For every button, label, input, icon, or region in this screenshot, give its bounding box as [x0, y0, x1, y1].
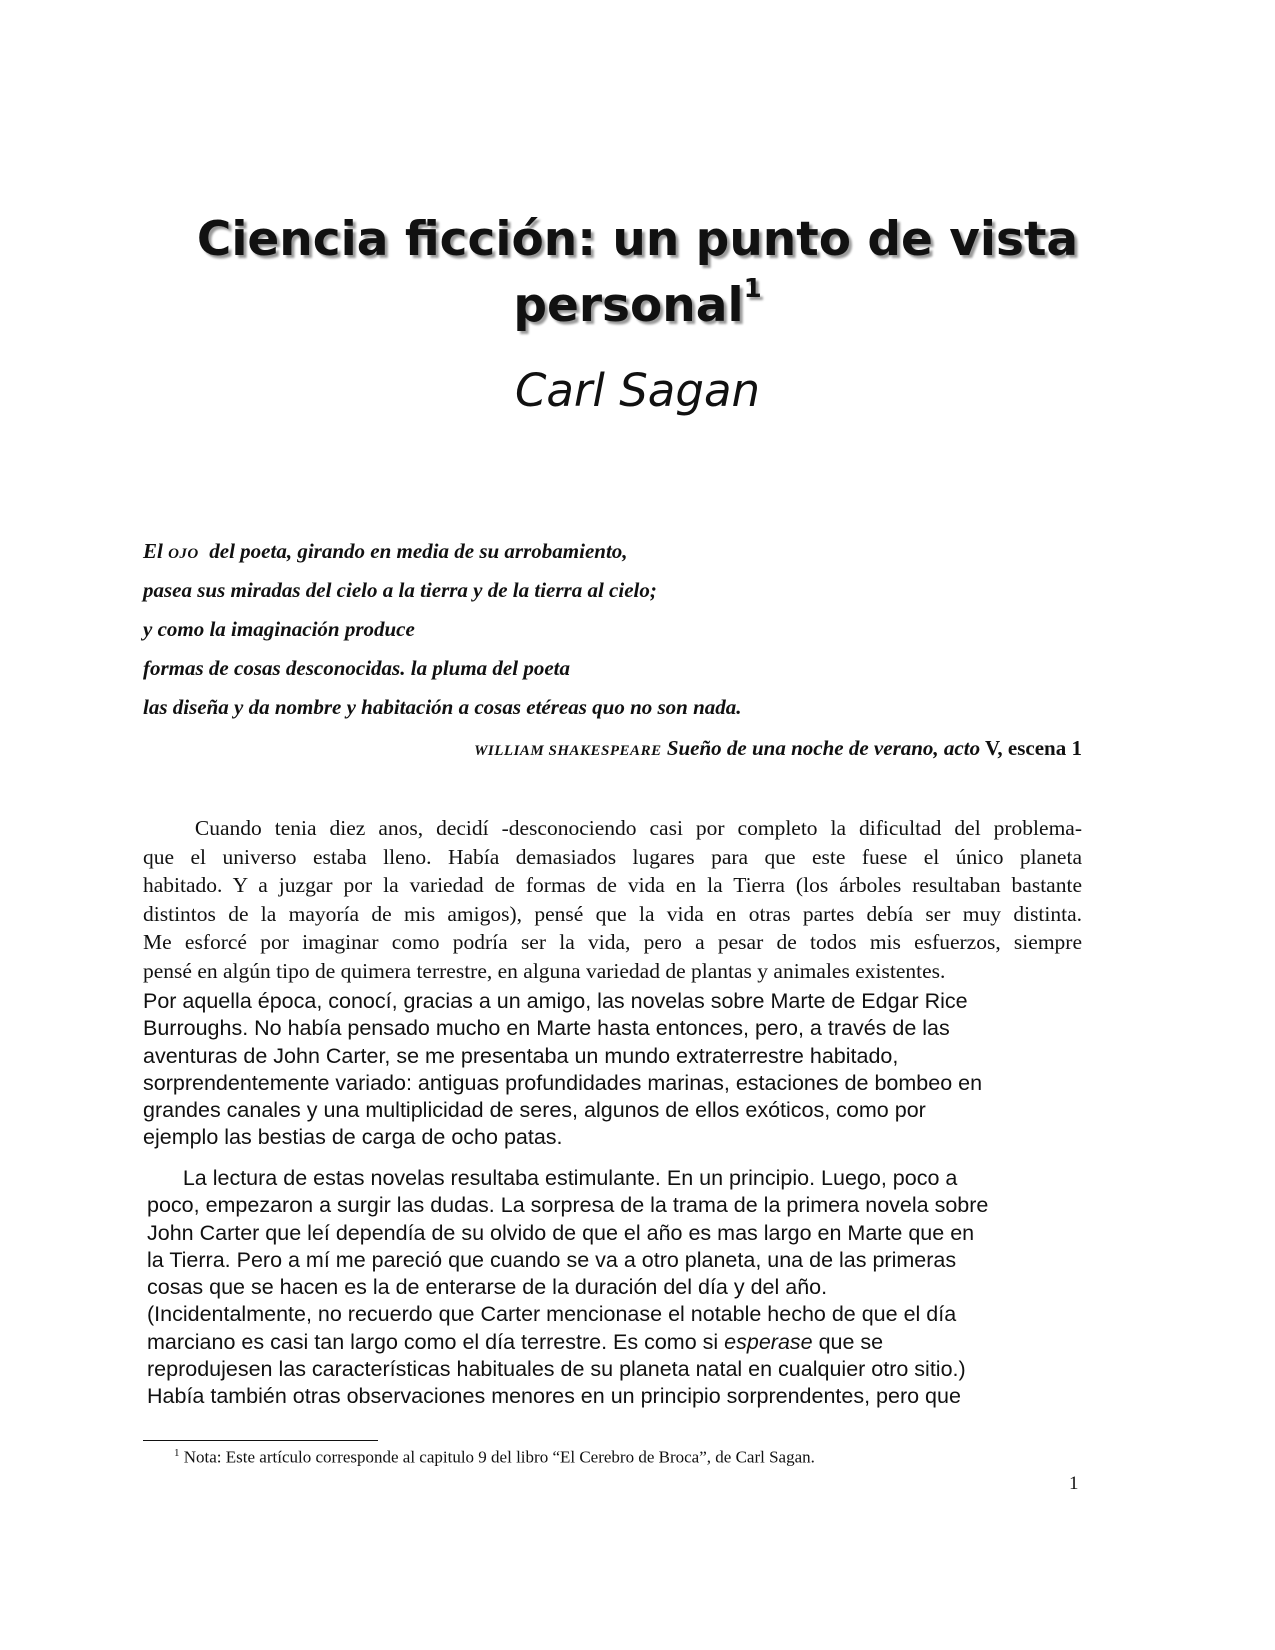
- text-line: distintos de la mayoría de mis amigos), pensé que la vida en otras partes debía ser muy distinta.: [143, 901, 1082, 926]
- epigraph-text: El: [143, 539, 169, 563]
- text-line: ejemplo las bestias de carga de ocho patas.: [143, 1125, 563, 1150]
- attribution-work: Sueño de una noche de verano, acto: [666, 736, 981, 760]
- title-line-2: [0, 274, 1275, 333]
- title-text: personal: [513, 278, 744, 333]
- text-line: Me esforcé por imaginar como podría ser la vida, pero a pesar de todos mis esfuerzos, siempre: [143, 930, 1082, 954]
- title-line-1: Ciencia ficción: un punto de vista: [196, 212, 1079, 267]
- text-line: [147, 1329, 1107, 1356]
- author: Carl Sagan: [514, 364, 761, 417]
- text-line: habitado. Y a juzgar por la variedad de formas de vida en la Tierra (los árboles resultaban bastante: [143, 873, 1082, 897]
- text-line: Cuando tenia diez anos, decidí -desconociendo casi por completo la dificultad del problema-: [143, 816, 1082, 840]
- attribution-rest: V, escena 1: [980, 736, 1082, 760]
- paragraph-2: [143, 988, 1103, 1152]
- text-line: grandes canales y una multiplicidad de seres, algunos de ellos exóticos, como por: [143, 1098, 926, 1123]
- text-line: poco, empezaron a surgir las dudas. La sorpresa de la trama de la primera novela sobre: [147, 1193, 989, 1218]
- text-line: sorprendentemente variado: antiguas profundidades marinas, estaciones de bombeo en: [143, 1070, 983, 1095]
- text-line: Por aquella época, conocí, gracias a un amigo, las novelas sobre Marte de Edgar Rice: [143, 989, 968, 1013]
- footnote-text: Nota: Este artículo corresponde al capitulo 9 del libro “El Cerebro de Broca”, de Carl Sagan.: [179, 1447, 815, 1467]
- emphasis-text: esperase: [724, 1329, 813, 1354]
- paragraph-1: [143, 814, 1082, 985]
- text-line: reprodujesen las características habituales de su planeta natal en cualquier otro sitio.): [147, 1357, 966, 1382]
- footnote: [174, 1447, 815, 1468]
- epigraph-line: [143, 539, 628, 564]
- text-line: la Tierra. Pero a mí me pareció que cuando se va a otro planeta, una de las primeras: [147, 1247, 957, 1272]
- text-line: John Carter que leí dependía de su olvido de que el año es mas largo en Marte que en: [147, 1220, 975, 1245]
- text-line: aventuras de John Carter, se me presentaba un mundo extraterrestre habitado,: [143, 1043, 899, 1068]
- footnote-separator: [143, 1440, 378, 1441]
- text-line: pensé en algún tipo de quimera terrestre, en alguna variedad de plantas y animales existentes.: [143, 958, 946, 983]
- text-span: que se: [812, 1329, 884, 1354]
- text-line: que el universo estaba lleno. Había demasiados lugares para que este fuese el único planeta: [143, 844, 1082, 869]
- text-span: marciano es casi tan largo como el día terrestre. Es como si: [147, 1329, 725, 1354]
- epigraph-line: y como la imaginación produce: [143, 617, 415, 641]
- epigraph-attribution: [474, 736, 1082, 761]
- footnote-mark: 1: [174, 1447, 180, 1459]
- epigraph-line: pasea sus miradas del cielo a la tierra y de la tierra al cielo;: [143, 578, 657, 602]
- page-number: 1: [1069, 1473, 1079, 1494]
- footnote-ref[interactable]: 1: [743, 274, 762, 304]
- text-line: (Incidentalmente, no recuerdo que Carter mencionase el notable hecho de que el día: [147, 1302, 957, 1327]
- epigraph-line: formas de cosas desconocidas. la pluma del poeta: [143, 656, 570, 680]
- epigraph-text: del poeta, girando en media de su arrobamiento,: [198, 539, 628, 563]
- epigraph-line: las diseña y da nombre y habitación a cosas etéreas quo no son nada.: [143, 695, 742, 719]
- epigraph-smallcaps: OJO: [168, 546, 199, 562]
- text-line: Burroughs. No había pensado mucho en Marte hasta entonces, pero, a través de las: [143, 1016, 950, 1041]
- text-line: Había también otras observaciones menores en un principio sorprendentes, pero que: [147, 1384, 961, 1409]
- text-line: La lectura de estas novelas resultaba estimulante. En un principio. Luego, poco a: [147, 1166, 958, 1190]
- text-line: cosas que se hacen es la de enterarse de la duración del día y del año.: [147, 1275, 828, 1300]
- attribution-author: WILLIAM SHAKESPEARE: [474, 743, 662, 759]
- paragraph-3: [147, 1165, 1107, 1411]
